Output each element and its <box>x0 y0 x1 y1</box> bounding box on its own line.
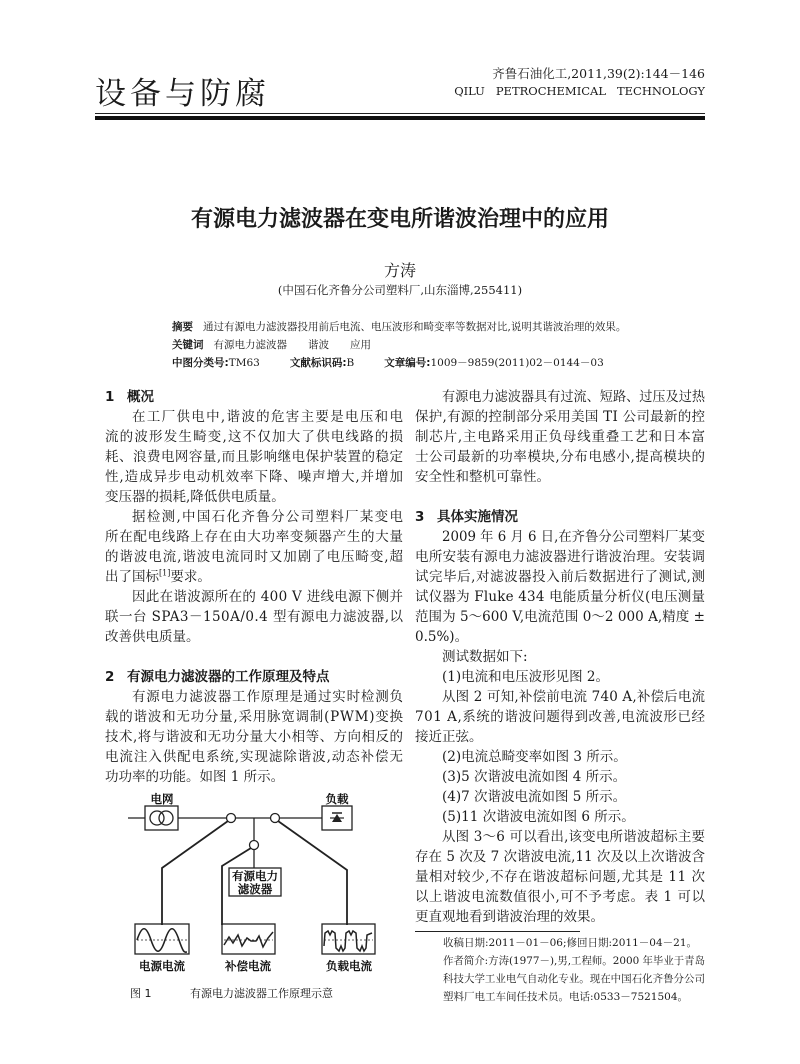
author: 方涛 <box>383 261 416 280</box>
section-number: 1 <box>105 389 115 405</box>
paper-title: 有源电力滤波器在变电所谐波治理中的应用 <box>190 207 609 232</box>
load-current-wave-icon <box>324 931 372 951</box>
text-line: (4)7 次谐波电流如图 5 所示。 <box>442 789 627 805</box>
text-line: 耗、浪费电网容量,而且影响继电保护装置的稳定 <box>105 449 404 465</box>
text-line: 性,造成异步电动机效率下降、噪声增大,并增加 <box>105 469 404 485</box>
affiliation: (中国石化齐鲁分公司塑料厂,山东淄博,255411) <box>277 283 523 297</box>
doc-code-label: 文献标识码: <box>289 357 347 369</box>
keywords-text: 有源电力滤波器 谐波 应用 <box>213 339 371 351</box>
clc-label: 中图分类号: <box>172 357 229 369</box>
text-line: 测试数据如下: <box>442 649 528 665</box>
text-line: 制芯片,主电路采用正负母线重叠工艺和日本富 <box>415 429 706 445</box>
section-number: 2 <box>105 669 115 685</box>
text-line: 所在配电线路上存在由大功率变频器产生的大量 <box>105 529 404 545</box>
source-current-label: 电源电流 <box>139 959 185 973</box>
text-line: 有源电力滤波器工作原理是通过实时检测负 <box>132 689 404 705</box>
text-line: 据检测,中国石化齐鲁分公司塑料厂某变电 <box>132 509 405 525</box>
section-title: 具体实施情况 <box>437 509 518 525</box>
text-line: 范围为 5～600 V,电流范围 0～2 000 A,精度 ± <box>415 609 706 625</box>
text-line: (2)电流总畸变率如图 3 所示。 <box>442 749 627 765</box>
footnote-author-bio: 作者简介:方涛(1977－),男,工程师。2000 年毕业于青岛 <box>443 955 705 967</box>
compensation-wave-icon <box>224 932 273 947</box>
filter-label-1: 有源电力 <box>232 869 278 883</box>
text-line: 存在 5 次及 7 次谐波电流,11 次及以上次谐波含 <box>415 849 706 865</box>
journal-name-en: QILU PETROCHEMICAL TECHNOLOGY <box>454 84 705 98</box>
doc-code-value: B <box>346 357 355 369</box>
text-line: 试仪器为 Fluke 434 电能质量分析仪(电压测量 <box>415 589 706 605</box>
article-no-label: 文章编号: <box>384 357 431 369</box>
text-line: 安全性和整机可靠性。 <box>415 469 550 485</box>
text-line: 试完毕后,对滤波器投入前后数据进行了测试,测 <box>415 569 706 585</box>
text-line: 在工厂供电中,谐波的危害主要是电压和电 <box>132 409 405 425</box>
section-title: 概况 <box>127 389 154 405</box>
text-line: 更直观地看到谐波治理的效果。 <box>415 909 604 925</box>
text-line: 电所安装有源电力滤波器进行谐波治理。安装调 <box>415 549 706 565</box>
text-line: 从图 3～6 可以看出,该变电所谐波超标主要 <box>442 829 706 845</box>
footnote-author-bio: 科技大学工业电气自动化专业。现在中国石化齐鲁分公司 <box>443 973 706 985</box>
text-line: 保护,有源的控制部分采用美国 TI 公司最新的控 <box>415 409 706 425</box>
diode-icon <box>330 813 344 822</box>
section-title: 有源电力滤波器的工作原理及特点 <box>127 669 330 685</box>
abstract-label: 摘要 <box>172 321 193 333</box>
load-probe-line <box>278 821 347 925</box>
text-line: 的谐波电流,谐波电流同时又加剧了电压畸变,超 <box>105 549 404 565</box>
clc-value: TM63 <box>228 357 260 369</box>
text-line: 改善供电质量。 <box>105 629 200 645</box>
filter-label-2: 滤波器 <box>237 882 273 896</box>
footnote-rule <box>415 931 580 932</box>
text-line: 有源电力滤波器具有过流、短路、过压及过热 <box>442 389 706 405</box>
text-line: 0.5%)。 <box>415 629 469 645</box>
text-line: 因此在谐波源所在的 400 V 进线电源下侧并 <box>132 589 404 605</box>
transformer-coil-icon <box>159 811 173 825</box>
text-line: (3)5 次谐波电流如图 4 所示。 <box>442 769 627 785</box>
journal-section-title: 设备与防腐 <box>95 76 270 112</box>
text-line: 2009 年 6 月 6 日,在齐鲁分公司塑料厂某变 <box>442 529 705 545</box>
text-line: 701 A,系统的谐波问题得到改善,电流波形已经 <box>415 709 706 725</box>
load-current-label: 负载电流 <box>326 959 372 973</box>
text-line: 电流注入供配电系统,实现滤除谐波,动态补偿无 <box>105 749 404 765</box>
text-line: 量相对较少,不存在谐波超标问题,尤其是 11 次 <box>415 869 706 885</box>
text-line: 以上谐波电流数值很小,可不予考虑。表 1 可以 <box>415 889 706 905</box>
text-line: 变压器的损耗,降低供电质量。 <box>105 489 285 505</box>
text-line: 士公司最新的功率模块,分布电感小,提高模块的 <box>415 449 706 465</box>
footnote-received-date: 收稿日期:2011－01－06;修回日期:2011－04－21。 <box>443 937 697 949</box>
text-line: 出了国标[1]要求。 <box>105 568 211 585</box>
load-label: 负载 <box>325 792 349 806</box>
text-line: 从图 2 可知,补偿前电流 740 A,补偿后电流 <box>442 689 706 705</box>
sine-wave-icon <box>137 929 187 952</box>
text-line: (1)电流和电压波形见图 2。 <box>442 669 610 685</box>
citation: 齐鲁石油化工,2011,39(2):144－146 <box>492 66 705 81</box>
text-line: 联一台 SPA3－150A/0.4 型有源电力滤波器,以 <box>105 609 404 625</box>
text-line: 流的波形发生畸变,这不仅加大了供电线路的损 <box>105 429 405 445</box>
text-line: (5)11 次谐波电流如图 6 所示。 <box>442 809 635 825</box>
article-no-value: 1009－9859(2011)02－0144－03 <box>430 357 604 369</box>
figure-caption: 有源电力滤波器工作原理示意 <box>190 987 333 1000</box>
text-line: 接近正弦。 <box>415 729 483 745</box>
abstract-text: 通过有源电力滤波器投用前后电流、电压波形和畸变率等数据对比,说明其谐波治理的效果。 <box>203 321 627 333</box>
citation-ref[interactable]: [1] <box>159 568 171 578</box>
figure-number: 图 1 <box>130 987 152 1000</box>
text-line: 技术,将与谐波和无功分量大小相等、方向相反的 <box>105 729 404 745</box>
grid-label: 电网 <box>150 792 174 806</box>
source-probe-line <box>162 821 228 925</box>
text-line: 功功率的功能。如图 1 所示。 <box>105 769 285 785</box>
text-line: 载的谐波和无功分量,采用脉宽调制(PWM)变换 <box>105 709 404 725</box>
keywords-label: 关键词 <box>172 339 204 351</box>
footnote-author-bio: 塑料厂电工车间任技术员。电话:0533－7521504。 <box>443 991 689 1003</box>
section-number: 3 <box>415 509 425 525</box>
comp-current-label: 补偿电流 <box>225 959 271 973</box>
